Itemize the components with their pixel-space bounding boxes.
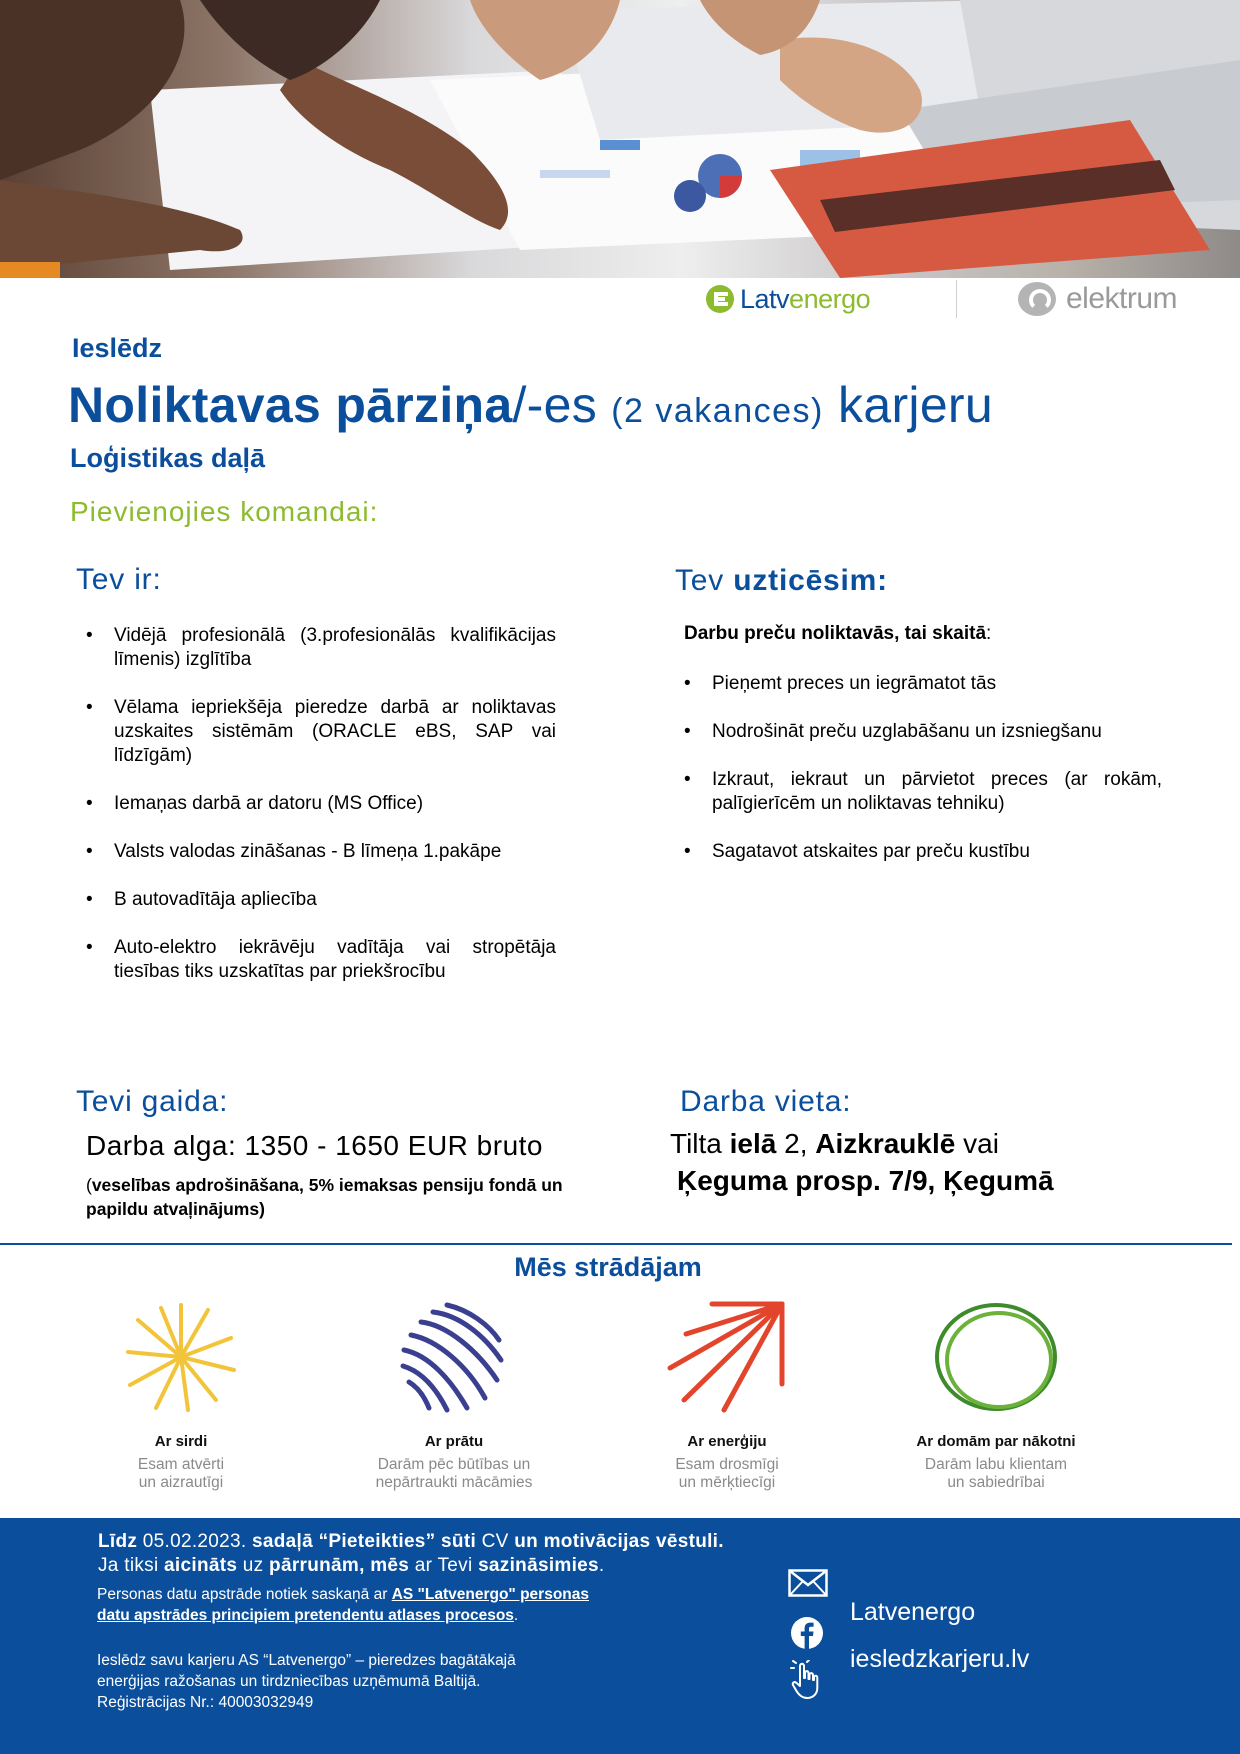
duties-intro-colon: : xyxy=(986,623,992,644)
value-future xyxy=(886,1300,1106,1492)
list-item: • Iemaņas darbā ar datoru (MS Office) xyxy=(84,792,556,816)
loc-d: Aizkrauklē xyxy=(815,1128,956,1159)
duties-intro-bold: Darbu preču noliktavās, tai skaitā xyxy=(684,623,987,644)
f-l2c: uz xyxy=(237,1555,270,1576)
f-l2a: Ja tiksi xyxy=(98,1555,165,1576)
waves-icon xyxy=(389,1300,519,1415)
registration-number: Reģistrācijas Nr.: 40003032949 xyxy=(97,1694,314,1711)
value-title: Ar sirdi xyxy=(154,1433,208,1450)
latvenergo-mark-icon xyxy=(706,285,734,313)
value-title: Ar domām par nākotni xyxy=(916,1433,1076,1450)
pointer-hand-icon[interactable] xyxy=(790,1660,822,1700)
location-line-2: Ķeguma prosp. 7/9, Ķegumā xyxy=(677,1165,1054,1196)
value-desc-2: un sabiedrībai xyxy=(947,1474,1045,1491)
loc-b: ielā xyxy=(729,1128,777,1159)
apply-cv: CV xyxy=(476,1531,515,1552)
list-item: • Vēlama iepriekšēja pieredze darbā ar noliktavas uzskaites sistēmām (ORACLE eBS, SAP vai līdzīgām) xyxy=(84,696,556,768)
facebook-link[interactable]: Latvenergo xyxy=(850,1598,976,1626)
apply-section: sadaļā “Pieteikties” sūti xyxy=(252,1531,477,1552)
loc-a: Tilta xyxy=(670,1128,730,1159)
value-desc-1: Darām labu klientam xyxy=(924,1456,1068,1473)
privacy-end: . xyxy=(513,1607,519,1624)
logo-divider xyxy=(956,280,957,318)
application-instructions xyxy=(98,1530,724,1578)
values-heading: Mēs strādājam xyxy=(514,1252,702,1282)
privacy-policy-link-2[interactable]: datu apstrādes principiem pretendentu atlases procesos xyxy=(97,1607,514,1624)
value-desc-1: Esam drosmīgi xyxy=(675,1456,779,1473)
value-title: Ar enerģiju xyxy=(687,1433,767,1450)
logo-text-energo: energo xyxy=(789,283,871,314)
requirements-list xyxy=(84,624,556,1008)
location-line-1 xyxy=(670,1128,999,1160)
value-desc xyxy=(617,1456,837,1492)
apply-letter: un motivācijas vēstuli. xyxy=(514,1531,724,1552)
website-link[interactable]: iesledzkarjeru.lv xyxy=(850,1645,1030,1673)
apply-deadline-label: Līdz xyxy=(98,1531,138,1552)
job-title-suffix: /-es xyxy=(512,377,612,433)
elektrum-mark-icon xyxy=(1018,282,1056,316)
department: Loģistikas daļā xyxy=(70,443,266,473)
requirements-heading: Tev ir: xyxy=(76,563,162,596)
loc-e: vai xyxy=(955,1128,999,1159)
f-l2f: sazināsimies xyxy=(478,1555,599,1576)
value-desc-2: nepārtraukti mācāmies xyxy=(375,1474,533,1491)
rays-icon xyxy=(662,1300,792,1415)
duties-heading-b: uzticēsim: xyxy=(733,564,888,597)
salary: Darba alga: 1350 - 1650 EUR bruto xyxy=(86,1130,543,1161)
vacancy-count: (2 vakances) xyxy=(611,392,824,430)
value-desc-1: Darām pēc būtības un xyxy=(377,1456,531,1473)
logo-text-latv: Latv xyxy=(740,283,790,314)
company-info xyxy=(97,1650,516,1713)
list-item: • Nodrošināt preču uzglabāšanu un izsniegšanu xyxy=(682,720,1162,744)
elektrum-logo xyxy=(1018,282,1177,316)
location-heading: Darba vieta: xyxy=(680,1085,852,1118)
join-team-label: Pievienojies komandai: xyxy=(70,496,379,527)
duties-heading xyxy=(675,564,888,598)
benefits xyxy=(86,1173,586,1221)
duties-list xyxy=(682,672,1162,888)
value-mind xyxy=(344,1300,564,1492)
logo-text-elektrum: elektrum xyxy=(1066,282,1178,315)
company-info-2: enerģijas ražošanas un tirdzniecības uzņēmumā Baltijā. xyxy=(97,1673,481,1690)
value-desc-2: un mērķtiecīgi xyxy=(678,1474,776,1491)
hero-photo xyxy=(0,0,1240,278)
company-info-1: Ieslēdz savu karjeru AS “Latvenergo” – pieredzes bagātākajā xyxy=(97,1652,516,1669)
footer xyxy=(0,1518,1240,1754)
duties-heading-a: Tev xyxy=(675,564,734,597)
benefits-open: ( xyxy=(86,1175,92,1195)
privacy-policy-link[interactable]: AS "Latvenergo" personas xyxy=(391,1586,589,1603)
value-desc-1: Esam atvērti xyxy=(137,1456,225,1473)
job-title-end: karjeru xyxy=(823,377,993,433)
duties-intro xyxy=(684,623,991,645)
list-item: • B autovadītāja apliecība xyxy=(84,888,556,912)
value-heart xyxy=(71,1300,291,1492)
f-l2g: . xyxy=(598,1555,605,1576)
offer-heading: Tevi gaida: xyxy=(76,1085,229,1118)
envelope-icon[interactable] xyxy=(788,1569,828,1597)
list-item: • Vidējā profesionālā (3.profesionālās kvalifikācijas līmenis) izglītība xyxy=(84,624,556,672)
list-item: • Auto-elektro iekrāvēju vadītāja vai stropētāja tiesības tiks uzskatītas par priekšrocību xyxy=(84,936,556,984)
list-item: • Sagatavot atskaites par preču kustību xyxy=(682,840,1162,864)
job-title-bold: Noliktavas pārziņa xyxy=(68,377,513,433)
f-l2b: aicināts xyxy=(164,1555,238,1576)
apply-deadline-date: 05.02.2023. xyxy=(137,1531,253,1552)
privacy-text: Personas datu apstrāde notiek saskaņā ar xyxy=(97,1586,392,1603)
intro-label: Ieslēdz xyxy=(72,333,163,363)
value-desc xyxy=(886,1456,1106,1492)
value-title: Ar prātu xyxy=(424,1433,484,1450)
circles-icon xyxy=(931,1300,1061,1415)
facebook-icon[interactable] xyxy=(790,1616,824,1650)
privacy-notice xyxy=(97,1584,589,1626)
job-title xyxy=(68,376,993,434)
list-item: • Valsts valodas zināšanas - B līmeņa 1.pakāpe xyxy=(84,840,556,864)
f-l2e: ar Tevi xyxy=(409,1555,479,1576)
list-item: • Pieņemt preces un iegrāmatot tās xyxy=(682,672,1162,696)
loc-c: 2, xyxy=(776,1128,816,1159)
benefits-text: veselības apdrošināšana, 5% iemaksas pensiju fondā un papildu atvaļinājums) xyxy=(86,1175,563,1219)
sun-icon xyxy=(116,1300,246,1415)
value-desc xyxy=(71,1456,291,1492)
value-desc-2: un aizrautīgi xyxy=(138,1474,224,1491)
value-energy xyxy=(617,1300,837,1492)
f-l2d: pārrunām, mēs xyxy=(269,1555,410,1576)
value-desc xyxy=(344,1456,564,1492)
latvenergo-logo xyxy=(706,282,870,316)
section-divider xyxy=(0,1243,1232,1245)
list-item: • Izkraut, iekraut un pārvietot preces (ar rokām, palīgierīcēm un noliktavas tehniku) xyxy=(682,768,1162,816)
